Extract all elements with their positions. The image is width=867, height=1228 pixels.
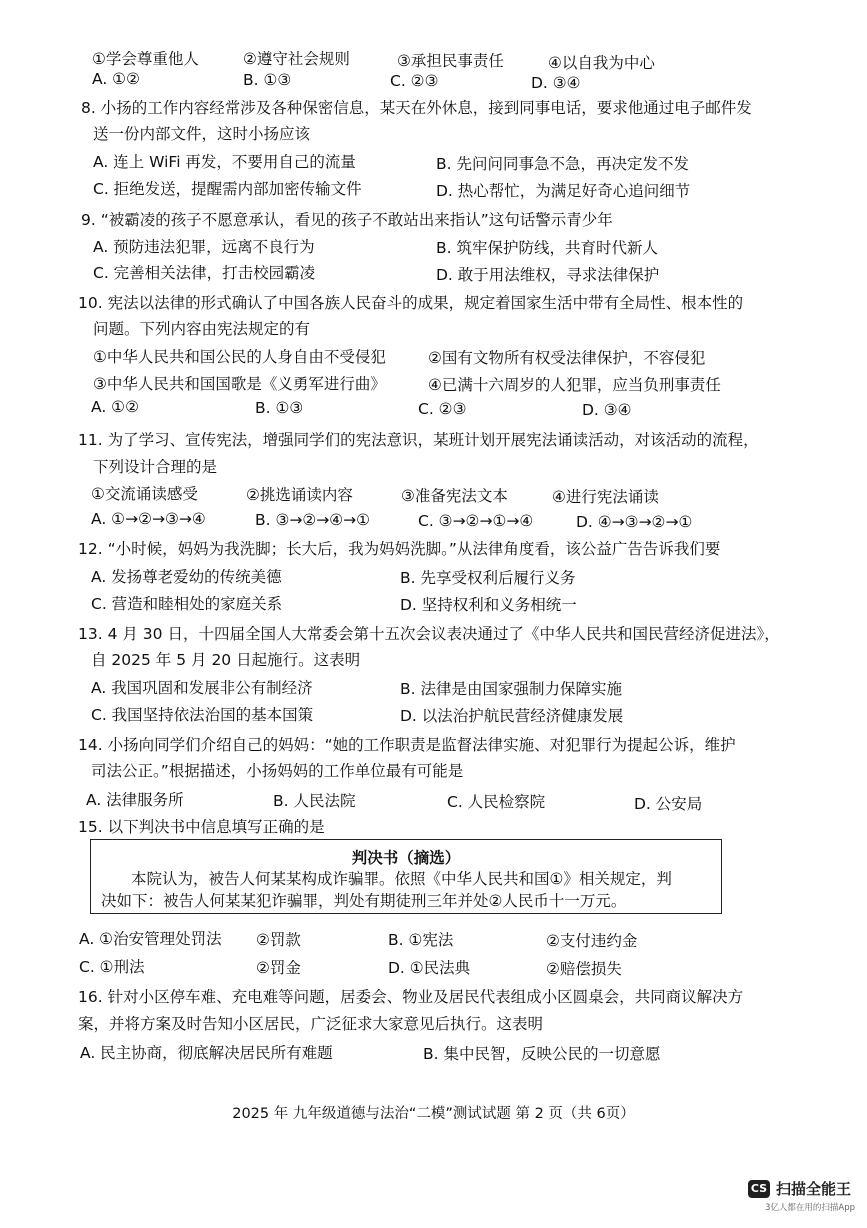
q14-option-b: B. 人民法院 [273, 792, 356, 810]
q9-option-b: B. 筑牢保护防线，共育时代新人 [436, 239, 658, 257]
prev-item-1: ①学会尊重他人 [92, 50, 199, 68]
q15-option-c-1: C. ①刑法 [79, 958, 145, 976]
judgment-line-2: 决如下：被告人何某某犯诈骗罪，判处有期徒刑三年并处②人民币十一万元。 [101, 892, 627, 910]
q13-stem-line2: 自 2025 年 5 月 20 日起施行。这表明 [91, 651, 361, 669]
q13-option-d: D. 以法治护航民营经济健康发展 [400, 707, 624, 725]
q13-option-c: C. 我国坚持依法治国的基本国策 [91, 706, 314, 724]
q16-stem-line2: 案，并将方案及时告知小区居民，广泛征求大家意见后执行。这表明 [78, 1015, 544, 1033]
q8-stem-line1: 8. 小扬的工作内容经常涉及各种保密信息，某天在外休息，接到同事电话，要求他通过电子邮件发 [81, 99, 752, 117]
q11-option-c: C. ③→②→①→④ [418, 512, 534, 530]
q10-option-d: D. ③④ [582, 401, 632, 419]
prev-item-2: ②遵守社会规则 [243, 50, 350, 68]
prev-option-b: B. ①③ [243, 71, 292, 89]
q10-option-b: B. ①③ [255, 399, 304, 417]
q14-option-a: A. 法律服务所 [86, 791, 184, 809]
q11-item-4: ④进行宪法诵读 [552, 488, 659, 506]
q14-option-d: D. 公安局 [634, 795, 703, 813]
q9-option-a: A. 预防违法犯罪，远离不良行为 [93, 238, 315, 256]
q9-option-d: D. 敢于用法维权，寻求法律保护 [436, 266, 660, 284]
q11-option-d: D. ④→③→②→① [576, 513, 693, 531]
q11-stem-line1: 11. 为了学习、宣传宪法，增强同学们的宪法意识，某班计划开展宪法诵读活动，对该活动的流程， [78, 431, 759, 449]
q12-option-b: B. 先享受权利后履行义务 [400, 569, 576, 587]
q10-item-2: ②国有文物所有权受法律保护，不容侵犯 [428, 349, 706, 367]
q9-stem: 9. “被霸凌的孩子不愿意承认，看见的孩子不敢站出来指认”这句话警示青少年 [81, 211, 613, 229]
q11-option-b: B. ③→②→④→① [255, 511, 371, 529]
q10-option-a: A. ①② [91, 398, 139, 416]
scanner-app-name: 扫描全能王 [776, 1180, 852, 1198]
q10-option-c: C. ②③ [418, 400, 467, 418]
q8-option-c: C. 拒绝发送，提醒需内部加密传输文件 [93, 180, 362, 198]
q8-option-b: B. 先问问同事急不急，再决定发不发 [436, 155, 689, 173]
q10-item-4: ④已满十六周岁的人犯罪，应当负刑事责任 [428, 376, 721, 394]
judgment-line-1: 本院认为，被告人何某某构成诈骗罪。依照《中华人民共和国①》相关规定，判 [131, 870, 672, 888]
q16-option-a: A. 民主协商，彻底解决居民所有难题 [80, 1044, 333, 1062]
q8-stem-line2: 送一份内部文件，这时小扬应该 [93, 125, 311, 143]
q10-item-3: ③中华人民共和国国歌是《义勇军进行曲》 [93, 375, 386, 393]
q10-stem-line2: 问题。下列内容由宪法规定的有 [93, 320, 311, 338]
q11-item-1: ①交流诵读感受 [91, 485, 198, 503]
q15-option-b-2: ②支付违约金 [546, 932, 638, 950]
q15-option-b-1: B. ①宪法 [388, 931, 454, 949]
q10-item-1: ①中华人民共和国公民的人身自由不受侵犯 [93, 348, 386, 366]
scanner-tagline: 3亿人都在用的扫描App [765, 1203, 856, 1213]
q15-option-d-2: ②赔偿损失 [546, 960, 622, 978]
judgment-title: 判决书（摘选） [351, 849, 461, 867]
prev-item-4: ④以自我为中心 [548, 54, 655, 72]
q14-stem-line1: 14. 小扬向同学们介绍自己的妈妈：“她的工作职责是监督法律实施、对犯罪行为提起公诉，维护 [78, 736, 736, 754]
q13-option-b: B. 法律是由国家强制力保障实施 [400, 680, 622, 698]
q9-option-c: C. 完善相关法律，打击校园霸凌 [93, 264, 316, 282]
prev-option-a: A. ①② [92, 70, 140, 88]
q11-item-3: ③准备宪法文本 [401, 487, 508, 505]
q8-option-a: A. 连上 WiFi 再发，不要用自己的流量 [93, 153, 356, 171]
q12-stem: 12. “小时候，妈妈为我洗脚；长大后，我为妈妈洗脚。”从法律角度看，该公益广告告诉我们要 [78, 540, 721, 558]
q15-option-a-1: A. ①治安管理处罚法 [79, 930, 222, 948]
prev-option-c: C. ②③ [390, 72, 439, 90]
q16-option-b: B. 集中民智，反映公民的一切意愿 [423, 1045, 661, 1063]
q15-stem: 15. 以下判决书中信息填写正确的是 [78, 818, 325, 836]
q12-option-c: C. 营造和睦相处的家庭关系 [91, 595, 283, 613]
q12-option-d: D. 坚持权利和义务相统一 [400, 596, 577, 614]
q15-option-a-2: ②罚款 [256, 931, 301, 949]
q13-option-a: A. 我国巩固和发展非公有制经济 [91, 679, 313, 697]
q11-stem-line2: 下列设计合理的是 [93, 458, 218, 476]
q11-item-2: ②挑选诵读内容 [246, 486, 353, 504]
scanner-logo [748, 1178, 851, 1199]
prev-option-d: D. ③④ [531, 74, 581, 92]
q11-option-a: A. ①→②→③→④ [91, 510, 206, 528]
q14-stem-line2: 司法公正。”根据描述，小扬妈妈的工作单位最有可能是 [91, 762, 464, 780]
q15-option-d-1: D. ①民法典 [388, 959, 471, 977]
q12-option-a: A. 发扬尊老爱幼的传统美德 [91, 568, 282, 586]
q8-option-d: D. 热心帮忙，为满足好奇心追问细节 [436, 182, 691, 200]
prev-item-3: ③承担民事责任 [397, 52, 504, 70]
judgment-box [90, 839, 722, 914]
page-footer: 2025 年 九年级道德与法治“二模”测试试题 第 2 页（共 6页） [232, 1106, 635, 1122]
q10-stem-line1: 10. 宪法以法律的形式确认了中国各族人民奋斗的成果，规定着国家生活中带有全局性、根本性的 [78, 294, 744, 312]
q14-option-c: C. 人民检察院 [447, 793, 546, 811]
cs-logo-icon: CS [748, 1180, 770, 1198]
q13-stem-line1: 13. 4 月 30 日，十四届全国人大常委会第十五次会议表决通过了《中华人民共和国民营经济促进法》， [78, 625, 780, 643]
q16-stem-line1: 16. 针对小区停车难、充电难等问题，居委会、物业及居民代表组成小区圆桌会，共同商议解决方 [78, 988, 744, 1006]
q15-option-c-2: ②罚金 [256, 959, 301, 977]
